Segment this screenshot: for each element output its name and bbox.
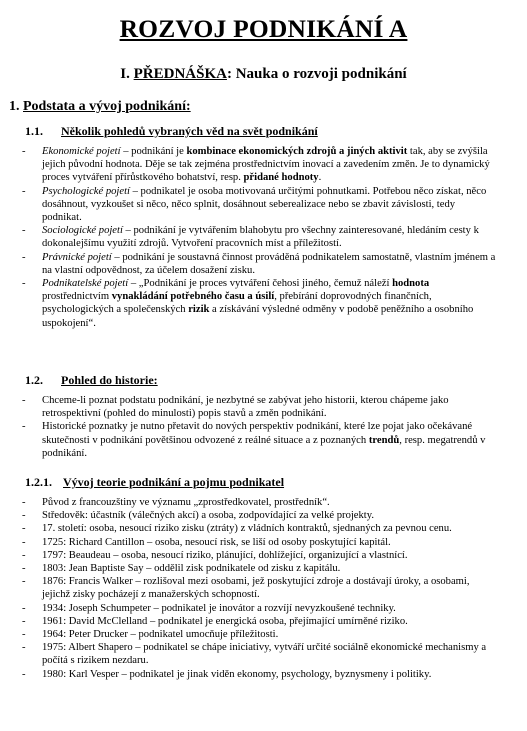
list-item xyxy=(22,496,497,509)
item-text: – podnikání je xyxy=(120,146,187,157)
list-dash: - xyxy=(22,185,26,197)
item-text: a získávání výsledné odměny v podobě peněžního a osobního uspokojení“. xyxy=(42,304,474,329)
item-text: Historické poznatky je nutno přetavit do nových perspektiv podnikání, které lze pojat jako očekávané skutečnosti v podnikání povětšinou odvozené z reálné situace a z poznaných xyxy=(42,421,473,446)
item-text: Původ z francouzštiny ve významu „zprostředkovatel, prostředník“. xyxy=(42,497,330,508)
list-dash: - xyxy=(22,563,26,575)
item-text: – podnikatel je osoba motivovaná určitými pohnutkami. Potřebou něco získat, něco dosáhnout, vyzkoušet si něco, něco splnit, dosáhnout seberealizace nebo se zbavit závislosti, tedy podnikat. xyxy=(42,185,487,224)
section-1-title: Podstata a vývoj podnikání: xyxy=(23,99,191,114)
item-bold: hodnota xyxy=(392,278,430,290)
list-dash: - xyxy=(22,510,26,522)
list-item xyxy=(22,628,497,641)
item-bold: rizik xyxy=(188,304,210,316)
section-1-2-title: Pohled do historie: xyxy=(61,373,158,387)
item-text: 1725: Richard Cantillon – osoba, nesoucí risk, se liší od osoby poskytující kapitál. xyxy=(42,536,391,548)
section-1-1-title: Několik pohledů vybraných věd na svět podnikání xyxy=(61,124,318,138)
list-item xyxy=(22,536,497,549)
list-dash: - xyxy=(22,642,26,654)
document-title: ROZVOJ PODNIKÁNÍ A xyxy=(119,14,408,43)
list-item xyxy=(22,549,497,562)
item-lead: Psychologické pojetí xyxy=(42,185,130,197)
list-dash: - xyxy=(22,549,26,561)
item-text: , resp. megatrendů v podnikání. xyxy=(42,434,486,459)
subtitle-lecture: PŘEDNÁŠKA xyxy=(133,66,227,82)
subtitle-prefix: I. xyxy=(120,66,134,82)
list-item-history-a xyxy=(22,394,497,420)
section-1-1-heading xyxy=(25,124,318,139)
item-lead: Sociologické pojetí xyxy=(42,225,123,237)
item-text: tak, aby se zvýšila jejich původní hodnota. Děje se tak zejména prostřednictvím inovací a zavedením změn. Je to dynamický proces vytváření přírůstkového bohatství, resp. xyxy=(42,146,490,184)
item-bold: trendů xyxy=(368,434,400,446)
list-dash: - xyxy=(22,421,26,433)
list-dash: - xyxy=(22,536,26,548)
list-dash: - xyxy=(22,615,26,627)
item-bold: vynakládání potřebného času a úsilí xyxy=(111,291,275,303)
list-item-legal xyxy=(22,251,497,277)
list-dash: - xyxy=(22,523,26,535)
section-1-2-1-list xyxy=(22,496,497,681)
section-1-2-1-title: Vývoj teorie podnikání a pojmu podnikatel xyxy=(63,475,285,489)
list-item xyxy=(22,575,497,601)
item-text: 1934: Joseph Schumpeter – podnikatel je inovátor a rozvíjí nevyzkoušené techniky. xyxy=(42,602,396,614)
item-bold: kombinace ekonomických zdrojů a jiných aktivit xyxy=(186,146,408,157)
list-dash: - xyxy=(22,278,26,290)
section-1-2-number: 1.2. xyxy=(25,373,43,387)
item-text: 1961: David McClelland – podnikatel je energická osoba, přejímající umírněné riziko. xyxy=(42,615,408,627)
list-item xyxy=(22,522,497,535)
list-dash: - xyxy=(22,576,26,588)
item-text: Chceme-li poznat podstatu podnikání, je nezbytné se zabývat jeho historii, kterou chápeme jako retrospektivní (pohled do minulosti) popis stavů a změn podnikání. xyxy=(42,395,449,420)
list-dash: - xyxy=(22,629,26,641)
section-1-2-1-heading xyxy=(25,475,284,490)
list-item xyxy=(22,641,497,667)
item-text: 1980: Karl Vesper – podnikatel je jinak viděn ekonomy, psychology, byznysmeny i politiky. xyxy=(42,668,432,680)
list-item-sociological xyxy=(22,224,497,250)
subtitle-rest: : Nauka o rozvoji podnikání xyxy=(226,66,407,82)
list-dash: - xyxy=(22,251,26,263)
item-lead: Ekonomické pojetí xyxy=(42,146,121,157)
list-item-economic xyxy=(22,145,497,185)
item-text: 1964: Peter Drucker – podnikatel umocňuje příležitosti. xyxy=(42,629,279,641)
item-text: 1803: Jean Baptiste Say – oddělil zisk podnikatele od zisku z kapitálu. xyxy=(42,563,341,575)
item-bold: přidané hodnoty xyxy=(243,172,319,184)
section-1-2-1-number: 1.2.1. xyxy=(25,475,52,489)
item-text: – „Podnikání je proces vytváření čehosi jiného, čemuž náleží xyxy=(128,278,393,290)
item-text: – podnikání je soustavná činnost prováděná podnikatelem samostatně, vlastním jménem a na vlastní odpovědnost, za účelem dosažení zisku. xyxy=(42,251,496,276)
section-1-2-heading xyxy=(25,373,158,388)
section-1-heading xyxy=(9,99,191,115)
list-item-history-b xyxy=(22,420,497,460)
list-dash: - xyxy=(22,497,26,508)
item-text: 1797: Beaudeau – osoba, nesoucí riziko, plánující, dohlížející, organizující a vlastnící. xyxy=(42,549,408,561)
section-1-2-list xyxy=(22,394,497,460)
list-item xyxy=(22,509,497,522)
list-dash: - xyxy=(22,395,26,406)
section-1-1-number: 1.1. xyxy=(25,124,43,138)
list-dash: - xyxy=(22,602,26,614)
lecture-subtitle xyxy=(0,66,527,83)
section-1-number: 1. xyxy=(9,99,23,114)
list-item-entrepreneurial xyxy=(22,277,497,330)
item-lead: Podnikatelské pojetí xyxy=(42,278,129,290)
list-item xyxy=(22,668,497,681)
list-item-psychological xyxy=(22,185,497,225)
item-text: 1876: Francis Walker – rozlišoval mezi osobami, jež poskytující zdroje a dostávají úroky, a osobami, jejichž zisky pocházejí z manažerských schopností. xyxy=(42,576,470,601)
item-text: , přebírání doprovodných finančních, psychologických a společenských xyxy=(42,291,432,316)
list-item xyxy=(22,602,497,615)
item-text: prostřednictvím xyxy=(42,291,112,303)
list-item xyxy=(22,615,497,628)
list-dash: - xyxy=(22,146,26,157)
list-item xyxy=(22,562,497,575)
section-1-1-list xyxy=(22,145,497,330)
item-text: – podnikání je vytvářením blahobytu pro všechny zainteresované, hledáním cesty k dokonalejšímu využití zdrojů. Vytvoření pracovních míst a příležitostí. xyxy=(42,225,479,250)
item-lead: Právnické pojetí xyxy=(42,251,112,263)
item-text: 17. století: osoba, nesoucí riziko zisku (ztráty) z vládních kontraktů, sjednaných za pevnou cenu. xyxy=(42,523,452,535)
list-dash: - xyxy=(22,668,26,680)
item-text: Středověk: účastník (válečných akcí) a osoba, zodpovídající za velké projekty. xyxy=(42,510,375,522)
item-text: 1975: Albert Shapero – podnikatel se chápe iniciativy, vytváří určité sociálně ekonomické mechanismy a počítá s rizikem nezdaru. xyxy=(42,642,487,667)
item-text: . xyxy=(318,172,322,184)
list-dash: - xyxy=(22,225,26,237)
